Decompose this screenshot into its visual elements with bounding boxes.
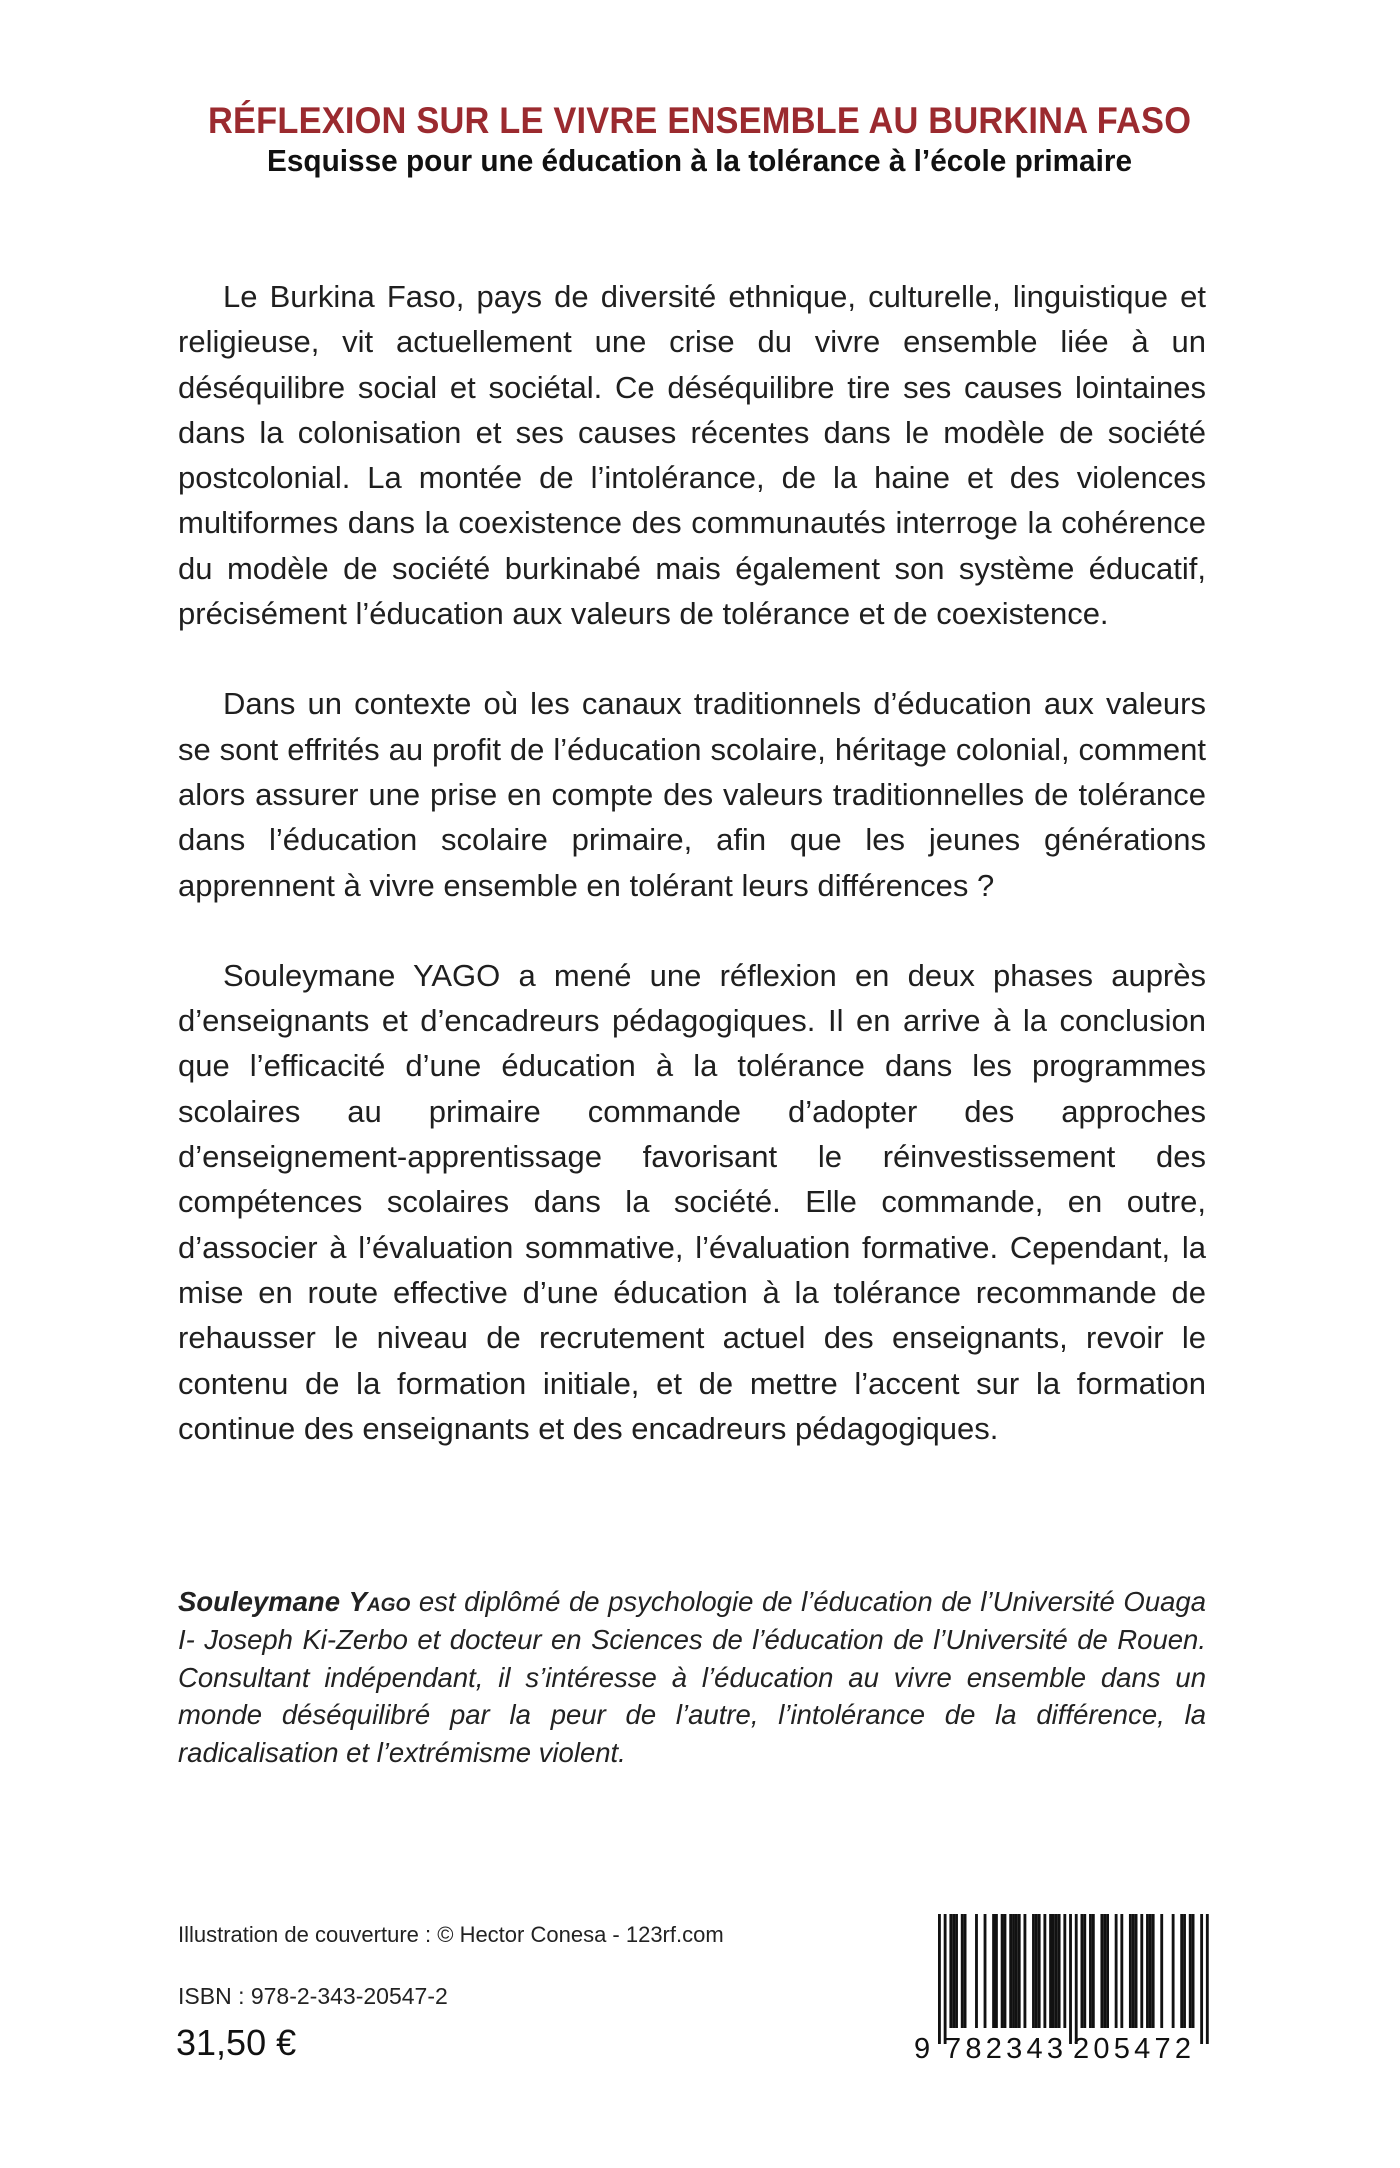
- barcode-bar: [1103, 1914, 1106, 2028]
- barcode-bar: [961, 1914, 964, 2028]
- barcode-bar: [949, 1914, 952, 2028]
- barcode-bar: [1160, 1914, 1163, 2028]
- barcode-bar: [1018, 1914, 1021, 2028]
- barcode-bar: [964, 1914, 967, 2028]
- barcode-bar: [944, 1914, 947, 2044]
- barcode-bar: [938, 1914, 941, 2044]
- barcode-bar: [1120, 1914, 1123, 2028]
- barcode-bar: [1192, 1914, 1195, 2028]
- barcode-bar: [975, 1914, 978, 2028]
- barcode-bar: [1035, 1914, 1038, 2028]
- book-subtitle: Esquisse pour une éducation à la tolérance à l’école primaire: [267, 143, 1133, 178]
- barcode-bar: [1055, 1914, 1058, 2028]
- barcode-bar: [1052, 1914, 1055, 2028]
- barcode-bar: [1024, 1914, 1027, 2028]
- barcode-bar: [1049, 1914, 1052, 2028]
- isbn: ISBN : 978-2-343-20547-2: [178, 1983, 448, 2009]
- barcode-bar: [1063, 1914, 1066, 2028]
- barcode-bar: [955, 1914, 958, 2028]
- barcode-bar: [1058, 1914, 1061, 2028]
- barcode-bar: [1132, 1914, 1135, 2028]
- barcode-bar: [1115, 1914, 1118, 2028]
- barcode-bar: [1038, 1914, 1041, 2028]
- barcode-bar: [1135, 1914, 1138, 2028]
- barcode-bar: [995, 1914, 998, 2028]
- barcode-bar: [1183, 1914, 1186, 2028]
- book-title: RÉFLEXION SUR LE VIVRE ENSEMBLE AU BURKINA FASO: [208, 100, 1192, 141]
- barcode-left-digits: 782343: [945, 2033, 1063, 2062]
- price: 31,50 €: [176, 2022, 297, 2063]
- barcode-bar: [1043, 1914, 1046, 2028]
- barcode-right-digits: 205472: [1073, 2033, 1191, 2062]
- barcode-bar: [1083, 1914, 1086, 2028]
- barcode-bar: [1081, 1914, 1084, 2028]
- barcode-bar: [1015, 1914, 1018, 2028]
- barcode-bar: [1100, 1914, 1103, 2028]
- barcode-bar: [1149, 1914, 1152, 2028]
- barcode-bar: [952, 1914, 955, 2028]
- barcode-bar: [1012, 1914, 1015, 2028]
- barcode-bar: [992, 1914, 995, 2028]
- barcode-bar: [1172, 1914, 1175, 2028]
- barcode-bar: [1004, 1914, 1007, 2028]
- synopsis: [178, 274, 1206, 1496]
- barcode-first-digit: 9: [914, 2033, 931, 2062]
- barcode: [910, 1912, 1210, 2062]
- barcode-bar: [1140, 1914, 1143, 2028]
- barcode-bar: [1075, 1914, 1078, 2044]
- barcode-bar: [1146, 1914, 1149, 2028]
- author-last-name: Yago: [348, 1586, 411, 1617]
- barcode-bar: [1152, 1914, 1155, 2028]
- barcode-bar: [1106, 1914, 1109, 2028]
- barcode-bar: [1089, 1914, 1092, 2028]
- author-first-name: Souleymane: [178, 1586, 341, 1617]
- barcode-bar: [1069, 1914, 1072, 2044]
- synopsis-paragraph: Dans un contexte où les canaux traditionnels d’éducation aux valeurs se sont effrités au profit de l’éducation scolaire, héritage colonial, comment alors assurer une prise en compte des valeurs traditionnelles de tolérance dans l’éducation scolaire primaire, afin que les jeunes générations apprennent à vivre ensemble en tolérant leurs différences ?: [178, 686, 1206, 903]
- barcode-bar: [1032, 1914, 1035, 2028]
- author-bio-text: est diplômé de psychologie de l’éducation de l’Université Ouaga I- Joseph Ki-Zerbo et docteur en Sciences de l’éducation de l’Université de Rouen. Consultant indépendant, il s’intéresse à l’éducation au vivre ensemble dans un monde déséquilibré par la peur de l’autre, l’intolérance de la différence, la radicalisation et l’extrémisme violent.: [178, 1586, 1206, 1769]
- synopsis-paragraph: Souleymane YAGO a mené une réflexion en deux phases auprès d’enseignants et d’encadreurs pédagogiques. Il en arrive à la conclusion que l’efficacité d’une éducation à la tolérance dans les programmes scolaires au primaire commande d’adopter des approches d’enseignement-apprentissage favorisant le réinvestissement des compétences scolaires dans la société. Elle commande, en outre, d’associer à l’évaluation sommative, l’évaluation formative. Cependant, la mise en route effective d’une éducation à la tolérance recommande de rehausser le niveau de recrutement actuel des enseignants, revoir le contenu de la formation initiale, et de mettre l’accent sur la formation continue des enseignants et des encadreurs pédagogiques.: [178, 957, 1206, 1446]
- author-bio: [178, 1583, 1206, 1772]
- barcode-bar: [1092, 1914, 1095, 2028]
- barcode-bar: [984, 1914, 987, 2028]
- barcode-bar: [1189, 1914, 1192, 2028]
- barcode-bar: [1009, 1914, 1012, 2028]
- barcode-bar: [1180, 1914, 1183, 2028]
- barcode-bar: [1001, 1914, 1004, 2028]
- barcode-bar: [1206, 1914, 1209, 2044]
- cover-credit: Illustration de couverture : © Hector Conesa - 123rf.com: [178, 1922, 724, 1947]
- barcode-bar: [1200, 1914, 1203, 2044]
- barcode-bar: [1129, 1914, 1132, 2028]
- synopsis-paragraph: Le Burkina Faso, pays de diversité ethnique, culturelle, linguistique et religieuse, vit actuellement une crise du vivre ensemble liée à un déséquilibre social et sociétal. Ce déséquilibre tire ses causes lointaines dans la colonisation et ses causes récentes dans le modèle de société postcolonial. La montée de l’intolérance, de la haine et des violences multiformes dans la coexistence des communautés interroge la cohérence du modèle de société burkinabé mais également son système éducatif, précisément l’éducation aux valeurs de tolérance et de coexistence.: [178, 279, 1206, 632]
